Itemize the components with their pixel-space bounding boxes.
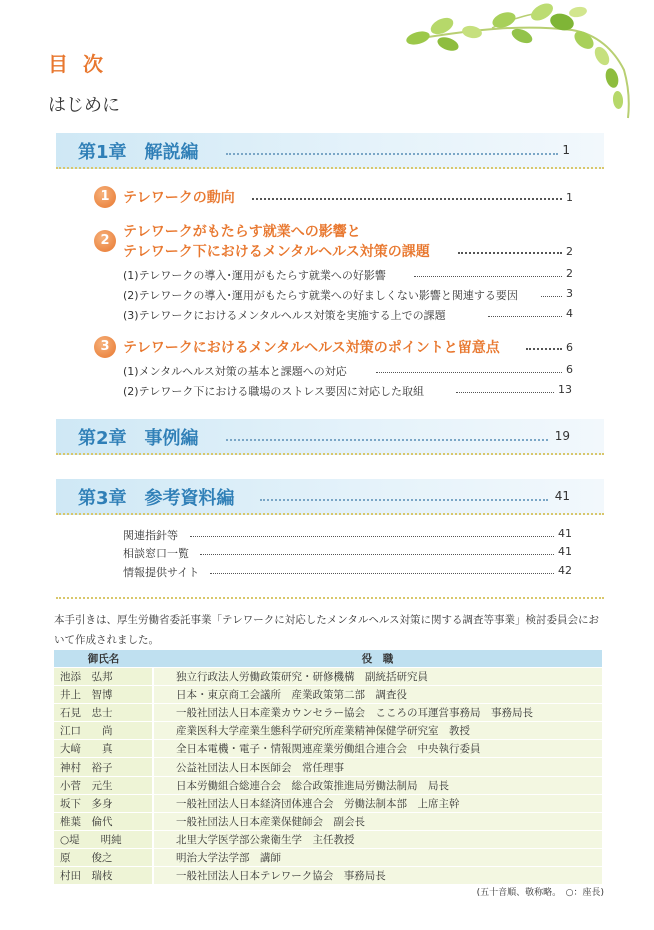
member-name: 石見 忠士: [54, 704, 153, 722]
committee-header-row: [54, 650, 602, 668]
subsection-3-2[interactable]: (2)テレワーク下における職場のストレス要因に対応した取組: [123, 385, 425, 398]
subsection-3-2-leader: [456, 386, 554, 393]
chapter-3-title: 第3章 参考資料編: [78, 488, 235, 509]
section-1-leader: [252, 192, 562, 200]
subsection-2-3-page: 4: [566, 307, 573, 320]
chapter-1-leader: [226, 143, 558, 155]
name-column-header: 御氏名: [54, 650, 153, 668]
chapter-2-page: 19: [554, 429, 570, 443]
appendix-item-guidelines-leader: [190, 530, 554, 537]
subsection-2-3-leader: [488, 310, 562, 317]
committee-footnote: (五十音順、敬称略。 ○：座長): [476, 888, 604, 898]
section-1-page: 1: [566, 191, 573, 204]
table-row: [54, 668, 602, 686]
table-row: [54, 867, 602, 885]
member-name: 坂下 多身: [54, 794, 153, 812]
table-row: [54, 704, 602, 722]
chapter-1-band[interactable]: [56, 133, 604, 169]
section-3-leader: [526, 342, 562, 350]
member-name: 原 俊之: [54, 848, 153, 866]
subsection-3-1[interactable]: (1)メンタルヘルス対策の基本と課題への対応: [123, 365, 347, 378]
intro-heading: はじめに: [48, 95, 120, 116]
subsection-2-2-page: 3: [566, 287, 573, 300]
member-name: 井上 智博: [54, 686, 153, 704]
appendix-item-sites[interactable]: 情報提供サイト: [123, 566, 200, 579]
member-role: 公益社団法人日本医師会 常任理事: [153, 758, 602, 776]
table-row: [54, 686, 602, 704]
table-row: [54, 812, 602, 830]
member-name: 村田 瑞枝: [54, 867, 153, 885]
table-row: [54, 830, 602, 848]
committee-table: [54, 650, 602, 885]
member-role: 北里大学医学部公衆衛生学 主任教授: [153, 830, 602, 848]
member-role: 産業医科大学産業生態科学研究所産業精神保健学研究室 教授: [153, 722, 602, 740]
subsection-3-1-leader: [376, 366, 562, 373]
toc-title: 目 次: [48, 52, 107, 76]
section-2-title-line1[interactable]: テレワークがもたらす就業への影響と: [123, 224, 361, 240]
section-3-number: 3: [94, 336, 116, 358]
member-role: 一般社団法人日本産業カウンセラー協会 こころの耳運営事務局 事務局長: [153, 704, 602, 722]
section-3-page: 6: [566, 341, 573, 354]
chapter-2-title: 第2章 事例編: [78, 428, 199, 449]
member-name: 池添 弘邦: [54, 668, 153, 686]
appendix-item-contacts[interactable]: 相談窓口一覧: [123, 547, 189, 560]
subsection-3-2-page: 13: [558, 383, 572, 396]
table-row: [54, 776, 602, 794]
member-role: 一般社団法人日本経済団体連合会 労働法制本部 上席主幹: [153, 794, 602, 812]
section-1-number: 1: [94, 186, 116, 208]
section-1-title[interactable]: テレワークの動向: [123, 190, 235, 206]
chapter-2-band[interactable]: [56, 419, 604, 455]
member-role: 明治大学法学部 講師: [153, 848, 602, 866]
appendix-item-guidelines[interactable]: 関連指針等: [123, 529, 178, 542]
member-role: 日本・東京商工会議所 産業政策第二部 調査役: [153, 686, 602, 704]
appendix-item-contacts-leader: [200, 548, 554, 555]
table-row: [54, 740, 602, 758]
table-row: [54, 794, 602, 812]
member-name: ○堤 明純: [54, 830, 153, 848]
section-2-number: 2: [94, 230, 116, 252]
appendix-item-contacts-page: 41: [558, 545, 572, 558]
member-name: 大﨑 真: [54, 740, 153, 758]
committee-note: 本手引きは、厚生労働省委託事業「テレワークに対応したメンタルヘルス対策に関する調査等事業」検討委員会において作成されました。: [54, 614, 600, 646]
subsection-2-1-leader: [414, 270, 562, 277]
member-role: 一般社団法人日本テレワーク協会 事務局長: [153, 867, 602, 885]
member-role: 全日本電機・電子・情報関連産業労働組合連合会 中央執行委員: [153, 740, 602, 758]
section-2-page: 2: [566, 245, 573, 258]
table-row: [54, 848, 602, 866]
subsection-2-3[interactable]: (3)テレワークにおけるメンタルヘルス対策を実施する上での課題: [123, 309, 446, 322]
appendix-item-sites-leader: [210, 567, 554, 574]
leaves-icon: [402, 0, 632, 120]
table-row: [54, 722, 602, 740]
subsection-2-2-leader: [541, 290, 562, 297]
member-role: 一般社団法人日本産業保健師会 副会長: [153, 812, 602, 830]
member-role: 日本労働組合総連合会 総合政策推進局労働法制局 局長: [153, 776, 602, 794]
member-name: 椎葉 倫代: [54, 812, 153, 830]
chapter-3-leader: [260, 489, 548, 501]
chapter-1-title: 第1章 解説編: [78, 142, 199, 163]
committee-body: [54, 668, 602, 885]
subsection-3-1-page: 6: [566, 363, 573, 376]
appendix-item-guidelines-page: 41: [558, 527, 572, 540]
role-column-header: 役 職: [153, 650, 602, 668]
chapter-3-page: 41: [554, 489, 570, 503]
member-name: 神村 裕子: [54, 758, 153, 776]
chapter-1-page: 1: [562, 143, 570, 157]
appendix-item-sites-page: 42: [558, 564, 572, 577]
section-2-title-line2[interactable]: テレワーク下におけるメンタルヘルス対策の課題: [123, 244, 430, 260]
chapter-3-band[interactable]: [56, 479, 604, 515]
member-name: 江口 尚: [54, 722, 153, 740]
subsection-2-1-page: 2: [566, 267, 573, 280]
member-name: 小菅 元生: [54, 776, 153, 794]
subsection-2-1[interactable]: (1)テレワークの導入･運用がもたらす就業への好影響: [123, 269, 386, 282]
subsection-2-2[interactable]: (2)テレワークの導入･運用がもたらす就業への好ましくない影響と関連する要因: [123, 289, 518, 302]
section-divider: [56, 597, 604, 599]
section-3-title[interactable]: テレワークにおけるメンタルヘルス対策のポイントと留意点: [123, 340, 500, 356]
section-2-leader: [458, 246, 562, 254]
member-role: 独立行政法人労働政策研究・研修機構 副統括研究員: [153, 668, 602, 686]
table-row: [54, 758, 602, 776]
chapter-2-leader: [226, 429, 548, 441]
